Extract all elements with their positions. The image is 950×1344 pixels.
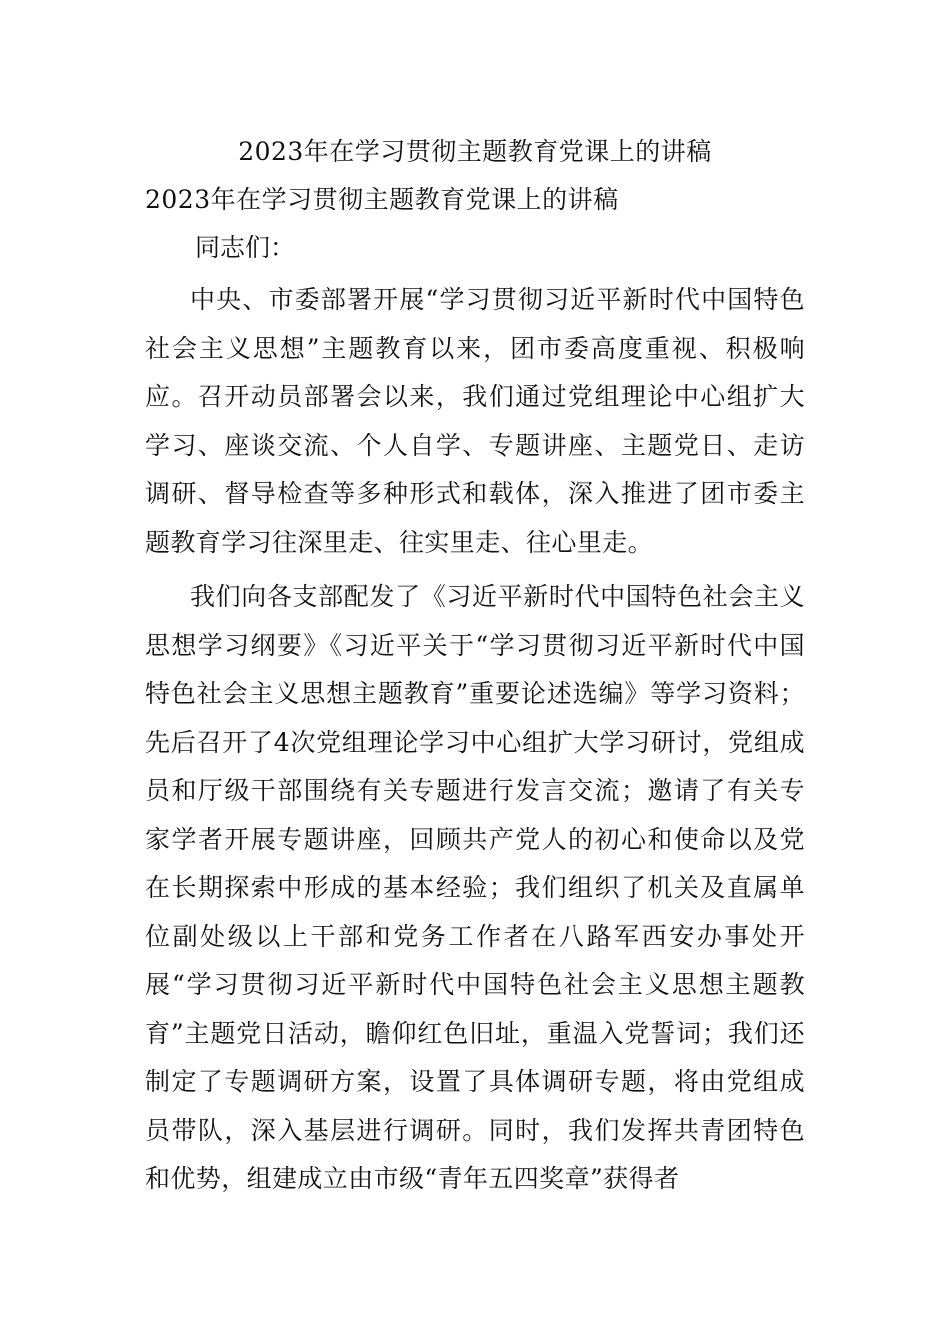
document-subtitle: 2023年在学习贯彻主题教育党课上的讲稿 (145, 185, 619, 214)
document-title: 2023年在学习贯彻主题教育党课上的讲稿 (238, 137, 712, 166)
paragraph-2: 我们向各支部配发了《习近平新时代中国特色社会主义思想学习纲要》《习近平关于“学习贯彻习近平新时代中国特色社会主义思想主题教育”重要论述选编》等学习资料；先后召开了4次党组理论学习中心组扩大学习研讨，党组成员和厅级干部围绕有关专题进行发言交流；邀请了有关专家学者开展专题讲座，回顾共产党人的初心和使命以及党在长期探索中形成的基本经验；我们组织了机关及直属单位副处级以上干部和党务工作者在八路军西安办事处开展“学习贯彻习近平新时代中国特色社会主义思想主题教育”主题党日活动，瞻仰红色旧址，重温入党誓词；我们还制定了专题调研方案，设置了具体调研专题，将由党组成员带队，深入基层进行调研。同时，我们发挥共青团特色和优势，组建成立由市级“青年五四奖章”获得者 (145, 582, 805, 1193)
paragraph-1: 中央、市委部署开展“学习贯彻习近平新时代中国特色社会主义思想”主题教育以来，团市委高度重视、积极响应。召开动员部署会以来，我们通过党组理论中心组扩大学习、座谈交流、个人自学、专题讲座、主题党日、走访调研、督导检查等多种形式和载体，深入推进了团市委主题教育学习往深里走、往实里走、往心里走。 (145, 285, 805, 557)
greeting: 同志们： (195, 233, 296, 262)
